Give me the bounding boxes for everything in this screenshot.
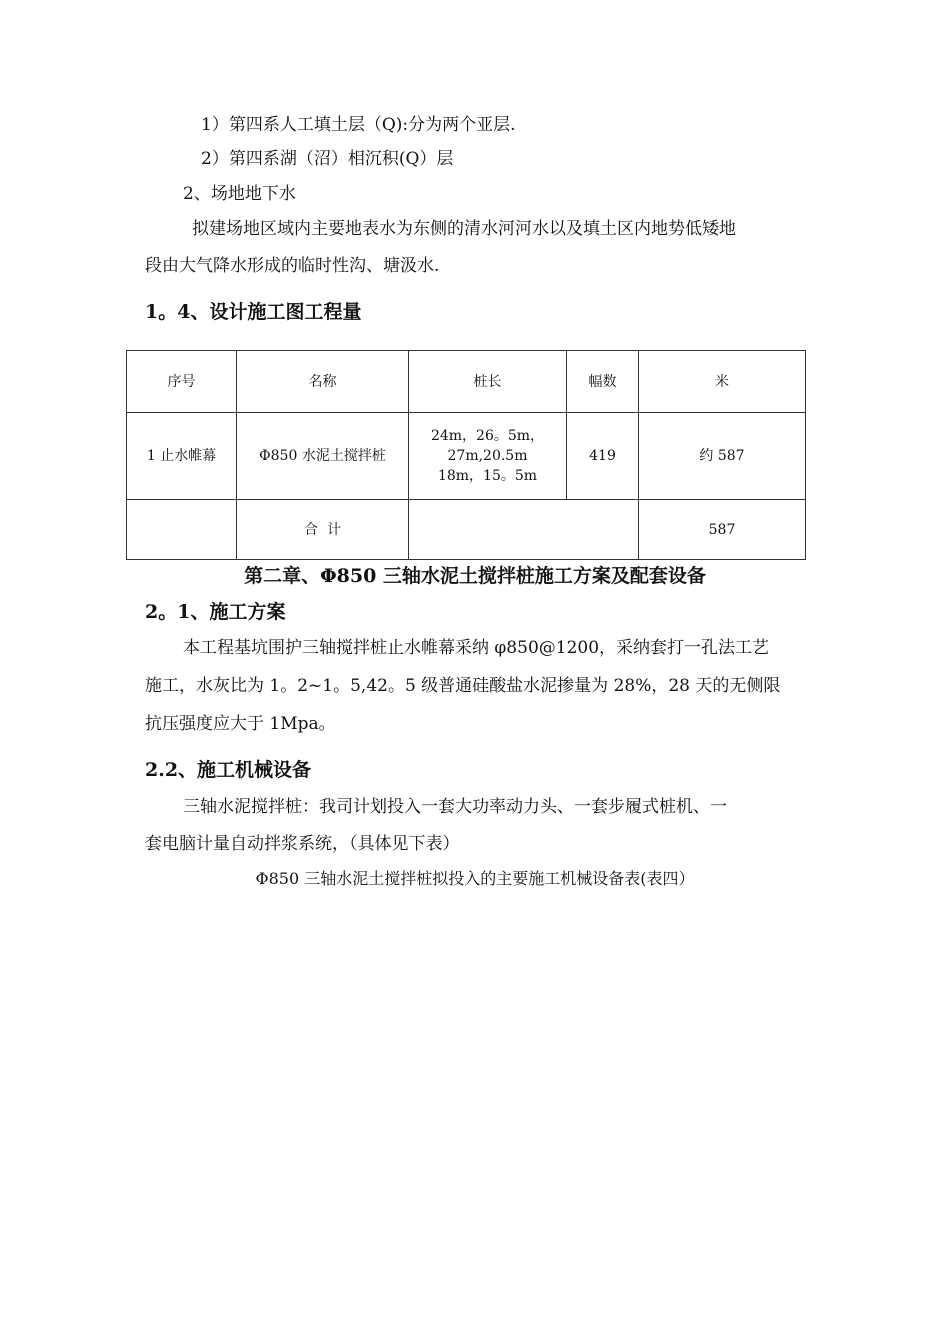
equipment-table-caption: Φ850 三轴水泥土搅拌桩拟投入的主要施工机械设备表(表四） — [255, 869, 695, 888]
header-pile-length: 桩长 — [409, 351, 567, 413]
quantity-table — [126, 350, 806, 560]
header-count: 幅数 — [567, 351, 639, 413]
cell-meters: 约 587 — [639, 413, 806, 500]
groundwater-paragraph-line-1: 拟建场地区域内主要地表水为东侧的清水河河水以及填土区内地势低矮地 — [192, 219, 736, 239]
geo-item-2: 2）第四系湖（沼）相沉积(Q）层 — [201, 149, 454, 169]
table-total-row — [127, 500, 806, 560]
section-1-4-title: 1。4、设计施工图工程量 — [145, 301, 362, 323]
table-row — [127, 413, 806, 500]
cell-name: Φ850 水泥土搅拌桩 — [237, 413, 409, 500]
cell-total-merged-empty — [409, 500, 639, 560]
groundwater-paragraph-line-2: 段由大气降水形成的临时性沟、塘汲水. — [145, 256, 440, 276]
cell-total-meters: 587 — [639, 500, 806, 560]
pile-length-line-1: 24m，26。5m， — [430, 428, 545, 444]
groundwater-heading: 2、场地地下水 — [183, 184, 296, 204]
pile-length-line-2: 27m,20.5m — [447, 448, 528, 464]
section-2-2-paragraph-line-1: 三轴水泥搅拌桩：我司计划投入一套大功率动力头、一套步履式桩机、一 — [183, 797, 727, 817]
section-2-2-paragraph-line-2: 套电脑计量自动拌浆系统，（具体见下表） — [145, 834, 460, 854]
header-meters: 米 — [639, 351, 806, 413]
chapter-2-title: 第二章、Φ850 三轴水泥土搅拌桩施工方案及配套设备 — [244, 565, 706, 587]
section-2-1-paragraph-line-3: 抗压强度应大于 1Mpa。 — [145, 714, 336, 734]
section-2-1-paragraph-line-1: 本工程基坑围护三轴搅拌桩止水帷幕采纳 φ850@1200，采纳套打一孔法工艺 — [183, 638, 770, 658]
section-2-1-title: 2。1、施工方案 — [145, 601, 286, 623]
header-name: 名称 — [237, 351, 409, 413]
cell-total-label: 合 计 — [237, 500, 409, 560]
pile-length-line-3: 18m，15。5m — [437, 468, 538, 484]
table-header-row — [127, 351, 806, 413]
cell-total-empty — [127, 500, 237, 560]
section-2-2-title: 2.2、施工机械设备 — [145, 759, 312, 781]
cell-count: 419 — [567, 413, 639, 500]
geo-item-1: 1）第四系人工填土层（Q):分为两个亚层. — [201, 115, 516, 135]
cell-index: 1 止水帷幕 — [127, 413, 237, 500]
section-2-1-paragraph-line-2: 施工，水灰比为 1。2~1。5,42。5 级普通硅酸盐水泥掺量为 28%，28 天的无侧限 — [145, 676, 781, 696]
header-index: 序号 — [127, 351, 237, 413]
cell-pile-length — [409, 413, 567, 500]
